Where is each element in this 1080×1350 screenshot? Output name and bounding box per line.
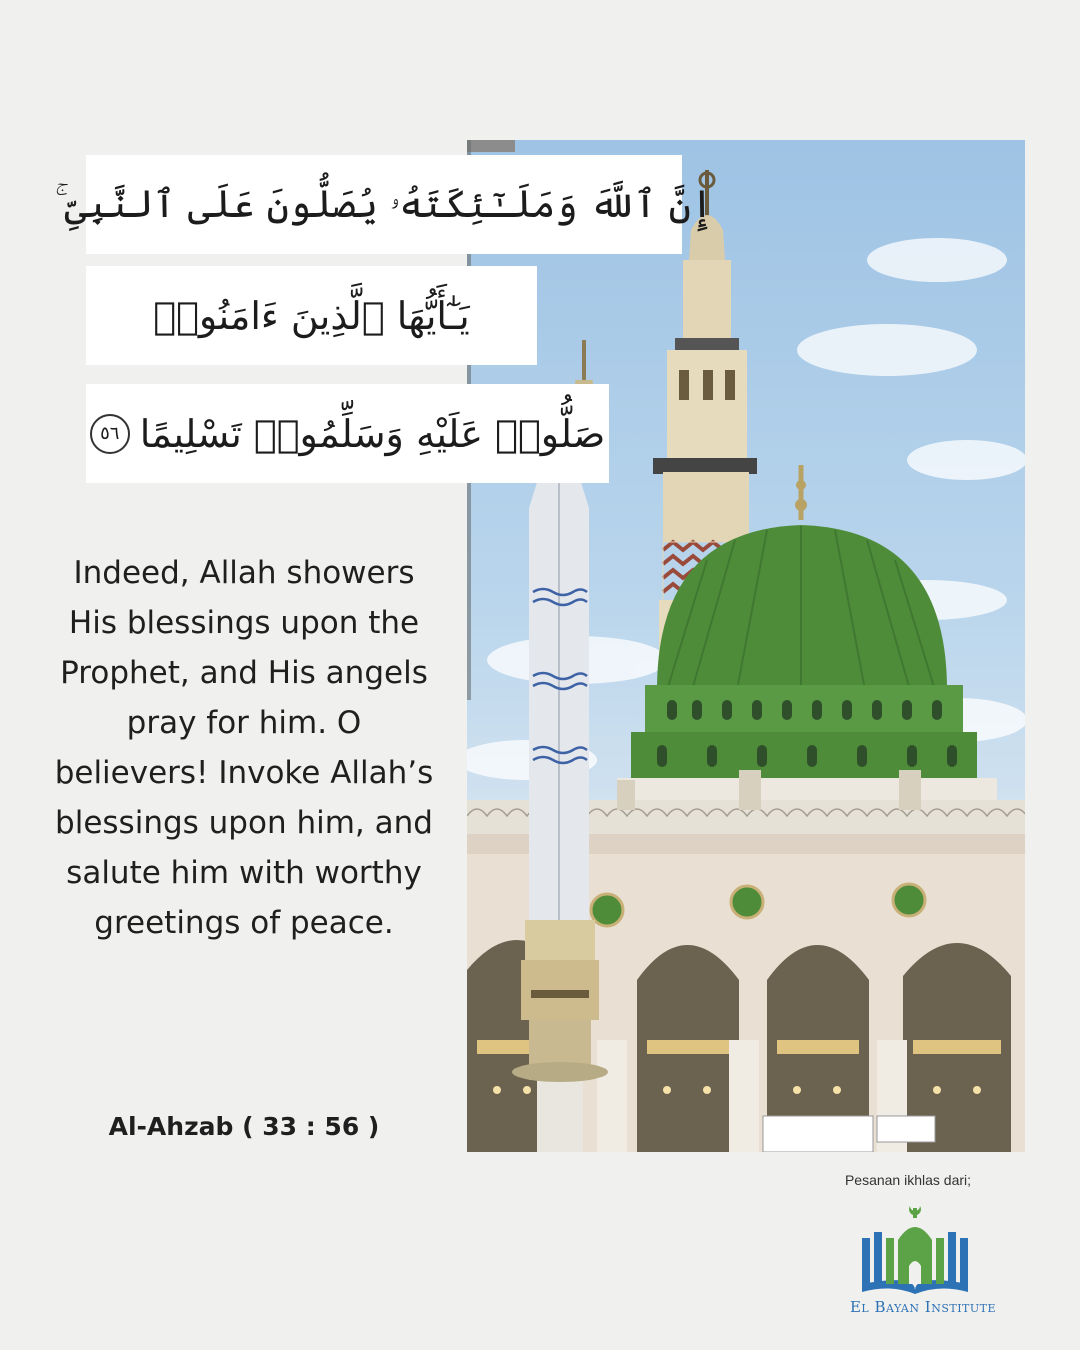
arabic-verse-line-2 [86, 266, 537, 365]
arabic-verse-line-1 [54, 155, 714, 254]
verse-reference: Al-Ahzab ( 33 : 56 ) [108, 1112, 380, 1141]
institute-name: El Bayan Institute [849, 1298, 997, 1316]
arabic-verse-line-1-text: إِنَّ ٱللَّهَ وَمَلَـٰٓئِكَتَهُۥ يُصَلُّونَ عَلَى ٱلنَّبِىِّ ۚ [54, 182, 714, 226]
arabic-verse-line-2-text: يَـٰٓأَيُّهَا ٱلَّذِينَ ءَامَنُوا۟ [153, 293, 470, 338]
arabic-verse-line-3 [86, 384, 609, 483]
arabic-verse-line-3-text: صَلُّوا۟ عَلَيْهِ وَسَلِّمُوا۟ تَسْلِيمًا [139, 411, 606, 456]
mosque-photo [467, 140, 1025, 1152]
verse-number-marker: ٥٦ [90, 414, 130, 454]
sender-label: Pesanan ikhlas dari; [844, 1172, 972, 1188]
verse-translation: Indeed, Allah showers His blessings upon the Prophet, and His angels pray for him. O believers! Invoke Allah’s blessings upon him, and salute him with worthy greetings of peace. [54, 555, 434, 941]
